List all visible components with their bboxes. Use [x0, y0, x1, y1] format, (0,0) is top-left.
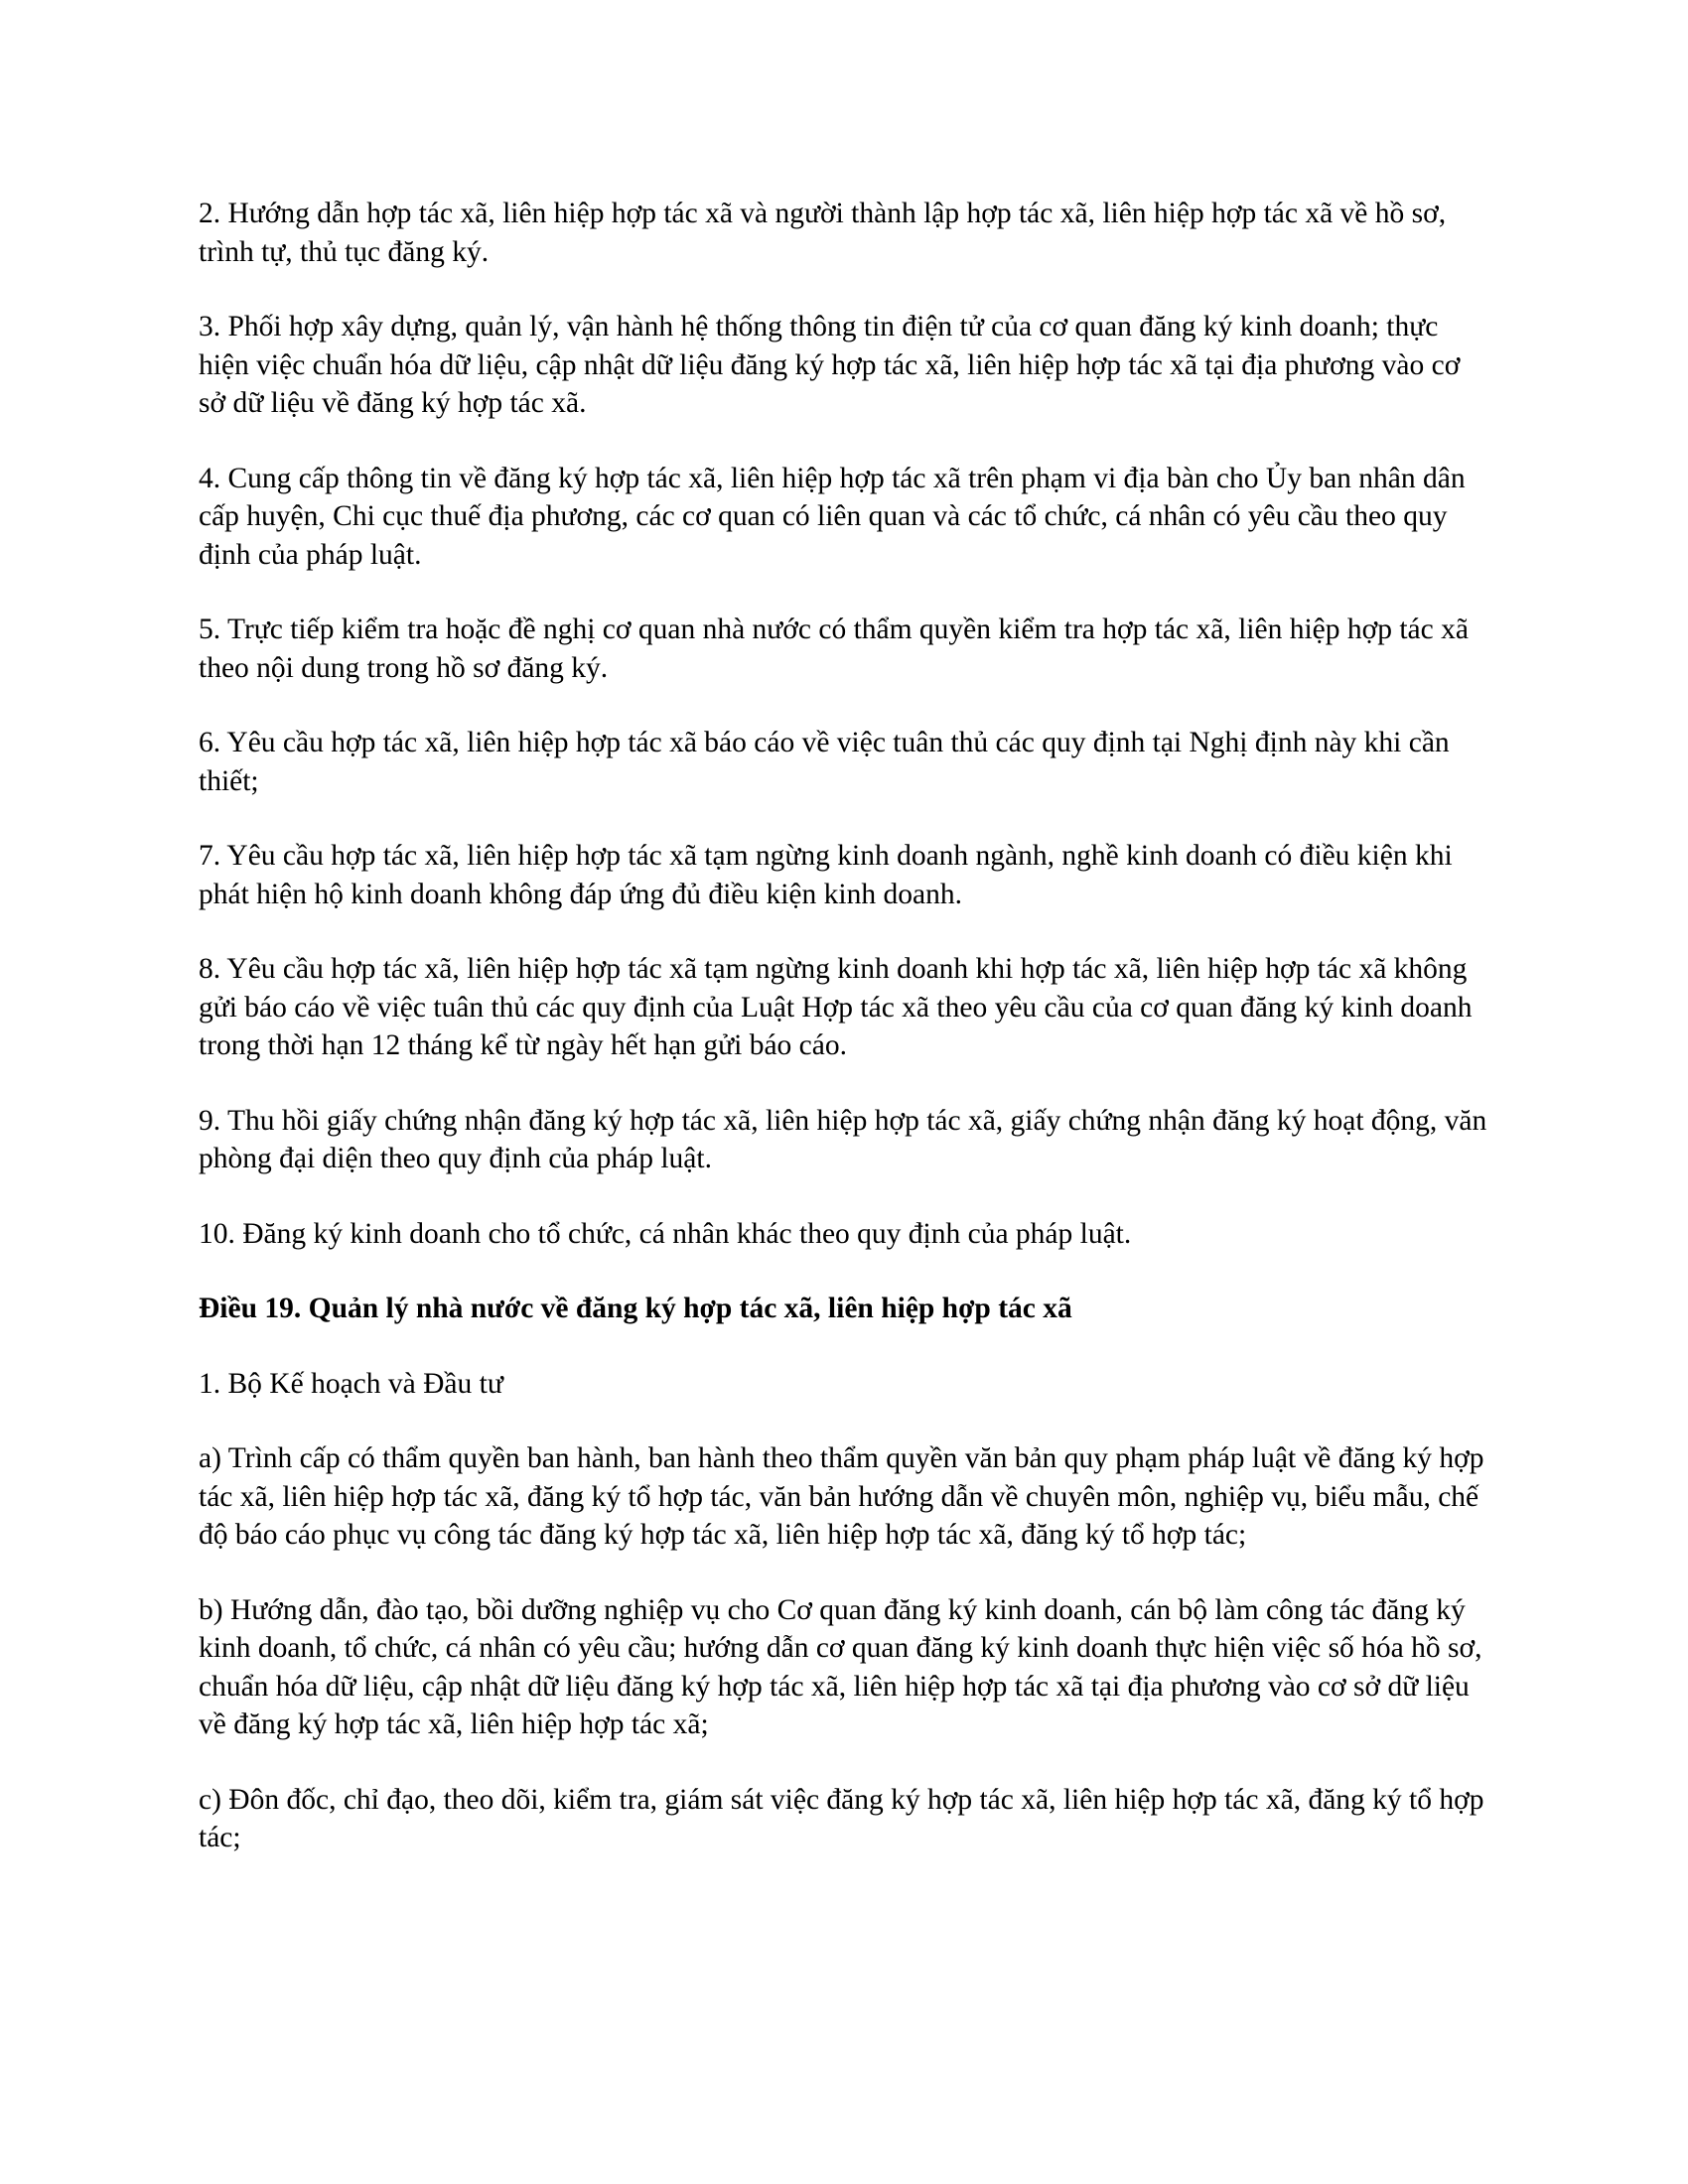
paragraph-clause-8: 8. Yêu cầu hợp tác xã, liên hiệp hợp tác xã tạm ngừng kinh doanh khi hợp tác xã, liên hiệp hợp tác xã không gửi báo cáo về việc tuân thủ các quy định của Luật Hợp tác xã theo yêu cầu của cơ quan đăng ký kinh doanh trong thời hạn 12 tháng kể từ ngày hết hạn gửi báo cáo. [199, 953, 1473, 1061]
paragraph-clause-4: 4. Cung cấp thông tin về đăng ký hợp tác xã, liên hiệp hợp tác xã trên phạm vi địa bàn cho Ủy ban nhân dân cấp huyện, Chi cục thuế địa phương, các cơ quan có liên quan và các tổ chức, cá nhân có yêu cầu theo quy định của pháp luật. [199, 462, 1466, 571]
paragraph-clause-7: 7. Yêu cầu hợp tác xã, liên hiệp hợp tác xã tạm ngừng kinh doanh ngành, nghề kinh doanh có điều kiện khi phát hiện hộ kinh doanh không đáp ứng đủ điều kiện kinh doanh. [199, 840, 1453, 910]
paragraph-clause-10: 10. Đăng ký kinh doanh cho tổ chức, cá nhân khác theo quy định của pháp luật. [199, 1217, 1132, 1250]
paragraph-clause-5: 5. Trực tiếp kiểm tra hoặc đề nghị cơ quan nhà nước có thẩm quyền kiểm tra hợp tác xã, liên hiệp hợp tác xã theo nội dung trong hồ sơ đăng ký. [199, 614, 1469, 684]
article-19-heading: Điều 19. Quản lý nhà nước về đăng ký hợp tác xã, liên hiệp hợp tác xã [199, 1293, 1072, 1324]
paragraph-clause-6: 6. Yêu cầu hợp tác xã, liên hiệp hợp tác xã báo cáo về việc tuân thủ các quy định tại Nghị định này khi cần thiết; [199, 727, 1450, 797]
paragraph-clause-2: 2. Hướng dẫn hợp tác xã, liên hiệp hợp tác xã và người thành lập hợp tác xã, liên hiệp hợp tác xã về hồ sơ, trình tự, thủ tục đăng ký. [199, 198, 1447, 268]
paragraph-clause-3: 3. Phối hợp xây dựng, quản lý, vận hành hệ thống thông tin điện tử của cơ quan đăng ký kinh doanh; thực hiện việc chuẩn hóa dữ liệu, cập nhật dữ liệu đăng ký hợp tác xã, liên hiệp hợp tác xã tại địa phương vào cơ sở dữ liệu về đăng ký hợp tác xã. [199, 311, 1461, 419]
paragraph-clause-9: 9. Thu hồi giấy chứng nhận đăng ký hợp tác xã, liên hiệp hợp tác xã, giấy chứng nhận đăng ký hoạt động, văn phòng đại diện theo quy định của pháp luật. [199, 1104, 1487, 1174]
document-page [199, 195, 1489, 1894]
paragraph-section-1: 1. Bộ Kế hoạch và Đầu tư [199, 1367, 503, 1400]
paragraph-item-a: a) Trình cấp có thẩm quyền ban hành, ban hành theo thẩm quyền văn bản quy phạm pháp luật về đăng ký hợp tác xã, liên hiệp hợp tác xã, đăng ký tổ hợp tác, văn bản hướng dẫn về chuyên môn, nghiệp vụ, biểu mẫu, chế độ báo cáo phục vụ công tác đăng ký hợp tác xã, liên hiệp hợp tác xã, đăng ký tổ hợp tác; [199, 1442, 1484, 1551]
paragraph-item-b: b) Hướng dẫn, đào tạo, bồi dưỡng nghiệp vụ cho Cơ quan đăng ký kinh doanh, cán bộ làm công tác đăng ký kinh doanh, tổ chức, cá nhân có yêu cầu; hướng dẫn cơ quan đăng ký kinh doanh thực hiện việc số hóa hồ sơ, chuẩn hóa dữ liệu, cập nhật dữ liệu đăng ký hợp tác xã, liên hiệp hợp tác xã tại địa phương vào cơ sở dữ liệu về đăng ký hợp tác xã, liên hiệp hợp tác xã; [199, 1593, 1482, 1740]
paragraph-item-c: c) Đôn đốc, chỉ đạo, theo dõi, kiểm tra, giám sát việc đăng ký hợp tác xã, liên hiệp hợp tác xã, đăng ký tổ hợp tác; [199, 1783, 1484, 1853]
